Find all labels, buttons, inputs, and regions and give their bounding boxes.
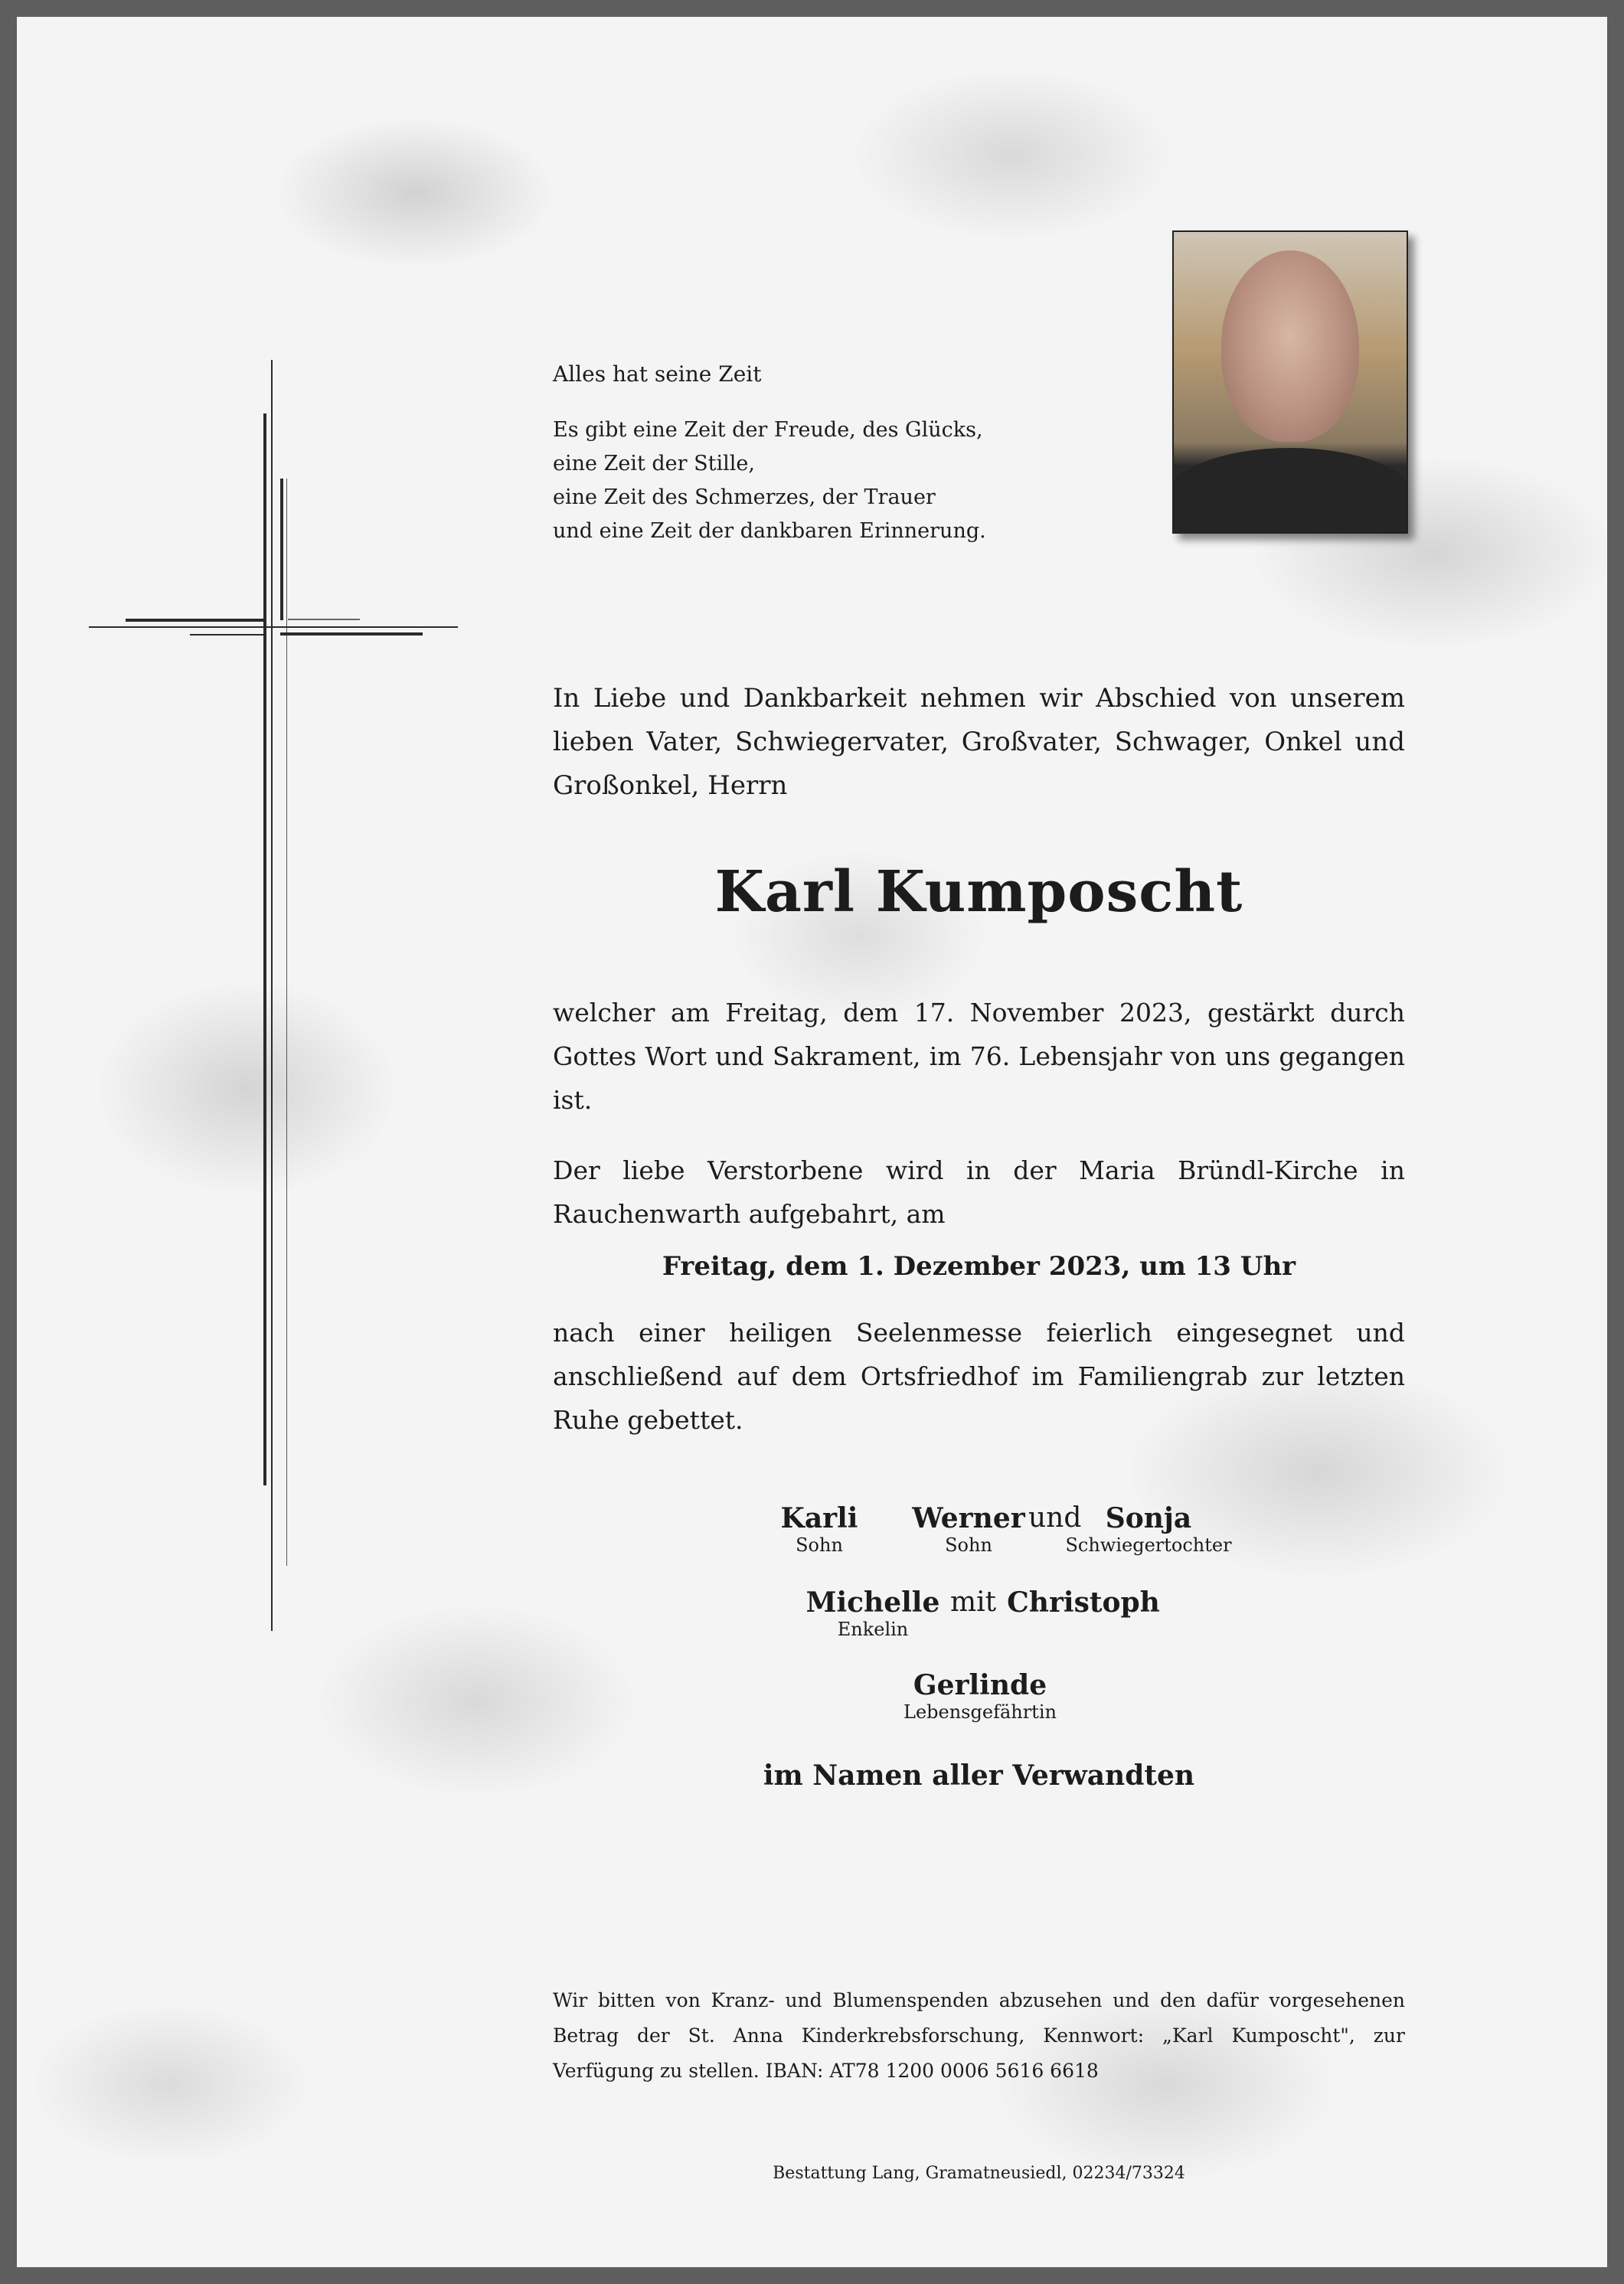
portrait-face <box>1221 250 1359 442</box>
burial-notice: nach einer heiligen Seelenmesse feierlich eingesegnet und anschließend auf dem Ortsfriedhof im Familiengrab zur letzten Ruhe gebettet. <box>553 1318 1405 1435</box>
quote-line: und eine Zeit der dankbaren Erinnerung. <box>553 519 986 543</box>
portrait-photo <box>1172 230 1408 534</box>
quote-text <box>553 413 986 548</box>
quote-line: eine Zeit der Stille, <box>553 452 755 475</box>
mourner-relation: Lebensgefährtin <box>903 1701 1057 1723</box>
quote-title: Alles hat seine Zeit <box>553 361 762 387</box>
closing-line: im Namen aller Verwandten <box>763 1760 1195 1792</box>
donation-request: Wir bitten von Kranz- und Blumenspenden abzusehen und den dafür vorgesehenen Betrag der St. Anna Kinderkrebsforschung, Kennwort: „Karl Kumposcht", zur Verfügung zu stellen. IBAN: AT78 1200 0006 5616 6618 <box>553 1989 1405 2082</box>
mourner-relation: Sohn <box>796 1534 843 1556</box>
funeral-date: Freitag, dem 1. Dezember 2023, um 13 Uhr <box>662 1251 1296 1282</box>
deceased-name: Karl Kumposcht <box>714 859 1243 925</box>
mourner-karli <box>766 1502 873 1556</box>
intro-paragraph: In Liebe und Dankbarkeit nehmen wir Abschied von unserem lieben Vater, Schwiegervater, Großvater, Schwager, Onkel und Großonkel, Herrn <box>553 683 1405 801</box>
connector-und: und <box>1028 1502 1082 1534</box>
mourner-name: Christoph <box>1007 1586 1160 1619</box>
laying-out-notice: Der liebe Verstorbene wird in der Maria Bründl-Kirche in Rauchenwarth aufgebahrt, am <box>553 1155 1405 1229</box>
mourner-relation: Schwiegertochter <box>1065 1534 1232 1556</box>
mourner-relation: Enkelin <box>837 1619 909 1640</box>
mourner-name: Sonja <box>1105 1502 1192 1534</box>
connector-mit: mit <box>949 1586 997 1618</box>
mourner-gerlinde <box>865 1669 1095 1723</box>
mourner-name: Karli <box>780 1502 858 1534</box>
death-notice: welcher am Freitag, dem 17. November 2023, gestärkt durch Gottes Wort und Sakrament, im 76. Lebensjahr von uns gegangen ist. <box>553 998 1405 1115</box>
mourner-werner <box>896 1502 1041 1556</box>
quote-line: Es gibt eine Zeit der Freude, des Glücks, <box>553 418 983 442</box>
quote-line: eine Zeit des Schmerzes, der Trauer <box>553 485 936 509</box>
mourner-name: Gerlinde <box>913 1669 1047 1701</box>
undertaker-info: Bestattung Lang, Gramatneusiedl, 02234/73324 <box>773 2164 1185 2183</box>
mourner-sonja <box>1041 1502 1256 1556</box>
mourner-michelle <box>796 1586 949 1640</box>
mourner-name: Michelle <box>805 1586 940 1619</box>
mourner-christoph <box>995 1586 1171 1619</box>
mourner-relation: Sohn <box>945 1534 992 1556</box>
portrait-shirt <box>1172 448 1408 534</box>
mourner-name: Werner <box>912 1502 1025 1534</box>
